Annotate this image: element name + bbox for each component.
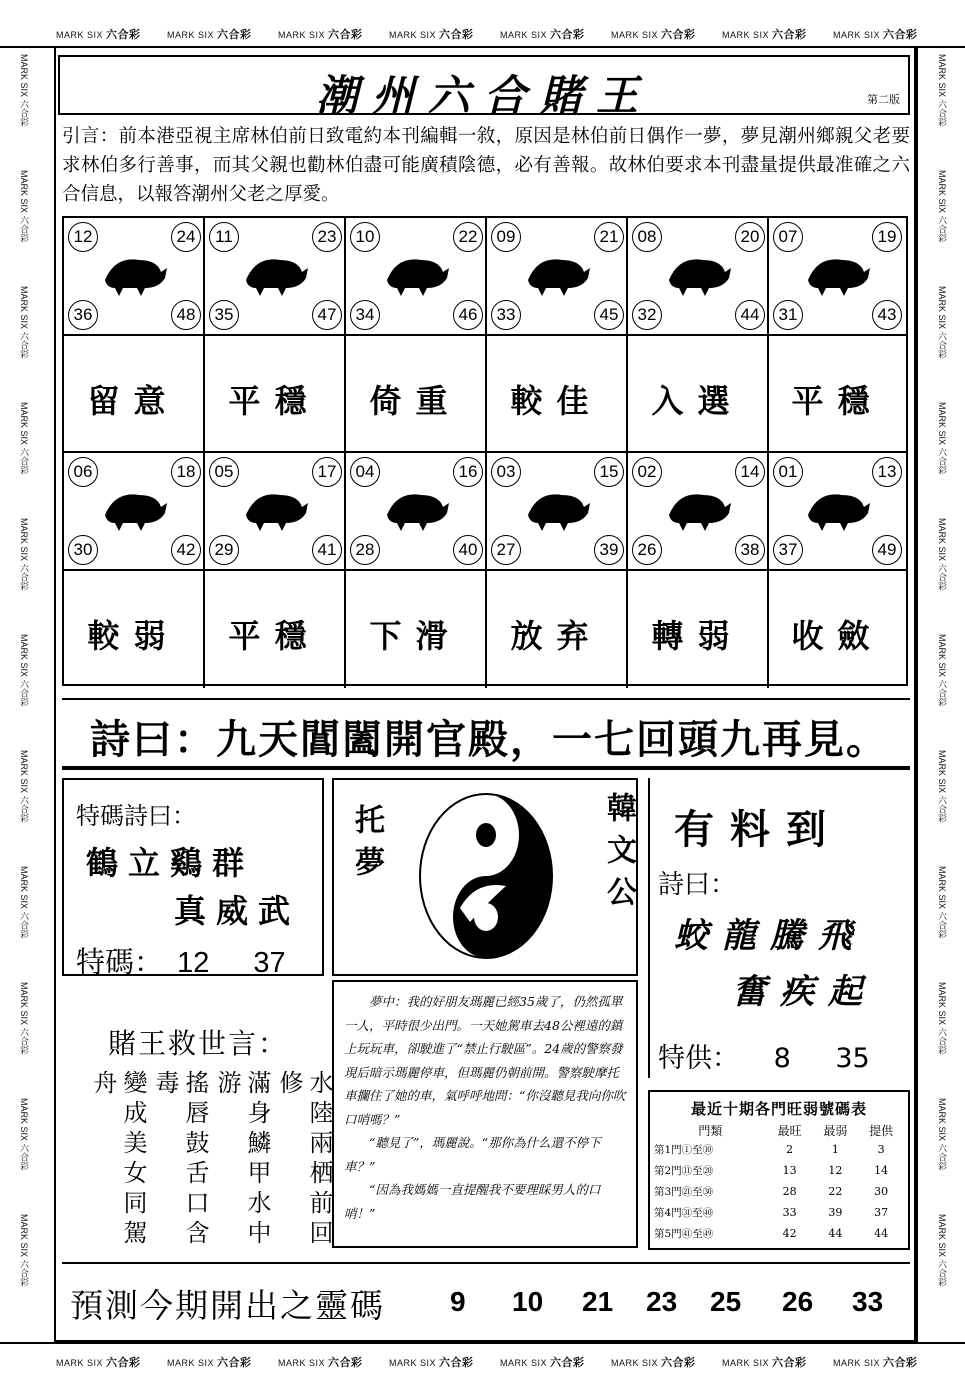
banner-watermark: MARK SIX 六合彩	[56, 29, 141, 41]
prediction-number: 10	[512, 1286, 544, 1317]
zodiac-number: 09	[491, 222, 521, 252]
verdict-cell	[769, 571, 906, 688]
zodiac-number: 30	[68, 535, 98, 565]
intro-paragraph: 引言：前本港亞視主席林伯前日致電約本刊編輯一敘，原因是林伯前日偶作一夢，夢見潮州鄉親父老要求林伯多行善事，而其父親也勸林伯盡可能廣積陰德，必有善報。故林伯要求本刊盡量提供最准確之六合信息，以報答潮州父老之厚愛。	[62, 126, 910, 205]
zodiac-number: 36	[68, 300, 98, 330]
banner-watermark: MARK SIX 六合彩	[937, 866, 947, 939]
monkey-icon	[377, 473, 457, 543]
table-cell-weak: 44	[828, 1227, 843, 1240]
table-cell-offer: 14	[874, 1164, 889, 1177]
special-poem-label: 特碼詩曰：	[76, 802, 196, 830]
left-banner	[0, 46, 56, 1342]
banner-watermark: MARK SIX 六合彩	[389, 1357, 474, 1369]
right-code-label: 特供：	[658, 1043, 739, 1074]
banner-watermark: MARK SIX 六合彩	[19, 982, 29, 1055]
zodiac-cell	[64, 218, 205, 336]
verdict-cell	[205, 571, 346, 688]
zodiac-number: 20	[735, 222, 765, 252]
gambler-words-col-4: 水陸兩栖前回修	[275, 1070, 333, 1250]
story-paragraph-1: 夢中：我的好朋友瑪麗已經35歲了，仍然孤單一人，平時很少出門。一天她駕車去48公裡遠的鎮上玩玩車，卻駛進了“禁止行駛區”。24歲的警察發現后暗示瑪麗停車，但瑪麗仍朝前開。警察駛摩托車攔住了她的車，氣呼呼地問：“你沒聽見我向你吹口哨嗎？”	[344, 994, 626, 1127]
table-cell-gate: 第4門㉛至㊵	[654, 1207, 714, 1219]
poem-bar	[62, 698, 910, 770]
zodiac-number: 15	[594, 457, 624, 487]
zodiac-number: 31	[773, 300, 803, 330]
zodiac-number: 29	[209, 535, 239, 565]
table-cell-gate: 第3門㉑至㉚	[654, 1186, 714, 1198]
table-cell-weak: 1	[831, 1143, 839, 1156]
zodiac-number: 24	[171, 222, 201, 252]
zodiac-number: 08	[632, 222, 662, 252]
zodiac-number: 26	[632, 535, 662, 565]
verdict-text: 留意	[87, 382, 180, 420]
dream-label: 托夢	[349, 804, 384, 888]
banner-watermark: MARK SIX 六合彩	[937, 1098, 947, 1171]
verdict-text: 倚重	[369, 382, 462, 420]
banner-watermark: MARK SIX 六合彩	[500, 1357, 585, 1369]
right-code-1: 8	[773, 1043, 791, 1074]
table-row	[654, 1139, 904, 1160]
story-paragraph-2: “聽見了”，瑪麗說。“那你為什么還不停下車？”	[344, 1135, 601, 1174]
han-wen-gong-label: 韓文公	[601, 792, 636, 918]
zodiac-cell	[64, 453, 205, 571]
banner-watermark: MARK SIX 六合彩	[937, 54, 947, 127]
banner-watermark: MARK SIX 六合彩	[937, 982, 947, 1055]
table-cell-gate: 第5門㊶至㊾	[654, 1228, 714, 1240]
right-banner	[916, 46, 965, 1342]
rabbit-icon	[518, 238, 598, 308]
zodiac-number: 39	[594, 535, 624, 565]
zodiac-number: 23	[312, 222, 342, 252]
has-info-headline: 有料到	[674, 807, 842, 853]
zodiac-number: 28	[350, 535, 380, 565]
col-header: 門類	[698, 1124, 723, 1138]
verdict-text: 平穩	[228, 382, 321, 420]
zodiac-cell	[628, 218, 769, 336]
zodiac-number: 27	[491, 535, 521, 565]
verdict-text: 轉弱	[651, 617, 744, 655]
pig-icon	[798, 473, 878, 543]
zodiac-cell	[487, 453, 628, 571]
prediction-bar	[62, 1262, 910, 1334]
zodiac-number: 11	[209, 222, 239, 252]
banner-watermark: MARK SIX 六合彩	[937, 170, 947, 243]
special-code-box	[62, 778, 324, 979]
table-cell-gate: 第2門⑪至⑳	[654, 1165, 714, 1177]
banner-watermark: MARK SIX 六合彩	[278, 29, 363, 41]
right-poem-line2: 奮疾起	[732, 972, 876, 1012]
gambler-words-col-3: 滿身鱗甲水中游	[213, 1070, 271, 1250]
dragon-icon	[659, 238, 739, 308]
zodiac-number: 48	[171, 300, 201, 330]
zodiac-number: 22	[453, 222, 483, 252]
special-code-2: 37	[253, 947, 286, 979]
zodiac-number: 38	[735, 535, 765, 565]
zodiac-number: 34	[350, 300, 380, 330]
verdict-cell	[64, 571, 205, 688]
zodiac-number: 44	[735, 300, 765, 330]
verdict-cell	[628, 571, 769, 688]
banner-watermark: MARK SIX 六合彩	[937, 750, 947, 823]
table-cell-hot: 13	[782, 1164, 797, 1177]
zodiac-number: 05	[209, 457, 239, 487]
zodiac-cell	[769, 453, 906, 571]
table-cell-hot: 33	[782, 1206, 797, 1219]
story-text	[344, 990, 628, 1225]
zodiac-number: 43	[872, 300, 902, 330]
verdict-cell	[346, 571, 487, 688]
rat-icon	[95, 238, 175, 308]
table-cell-gate: 第1門①至⑩	[654, 1144, 714, 1156]
verdict-text: 下滑	[369, 617, 462, 655]
col-header: 提供	[869, 1124, 894, 1138]
verdict-cell	[487, 571, 628, 688]
banner-watermark: MARK SIX 六合彩	[722, 1357, 807, 1369]
zodiac-number: 02	[632, 457, 662, 487]
zodiac-cell	[628, 453, 769, 571]
table-row	[654, 1181, 904, 1202]
banner-watermark: MARK SIX 六合彩	[19, 634, 29, 707]
zodiac-grid	[62, 216, 908, 686]
zodiac-number: 14	[735, 457, 765, 487]
verdict-text: 放弃	[510, 617, 603, 655]
yin-yang-box	[332, 778, 638, 976]
zodiac-number: 04	[350, 457, 380, 487]
prediction-number: 21	[582, 1286, 614, 1317]
table-cell-offer: 37	[874, 1206, 889, 1219]
zodiac-number: 41	[312, 535, 342, 565]
banner-watermark: MARK SIX 六合彩	[611, 29, 696, 41]
verdict-text: 較弱	[87, 617, 180, 655]
banner-watermark: MARK SIX 六合彩	[389, 29, 474, 41]
banner-watermark: MARK SIX 六合彩	[937, 1214, 947, 1287]
special-poem-line2: 真威武	[174, 892, 301, 930]
zodiac-number: 17	[312, 457, 342, 487]
special-code-line	[76, 940, 286, 981]
zodiac-number: 13	[872, 457, 902, 487]
banner-watermark: MARK SIX 六合彩	[500, 29, 585, 41]
zodiac-cell	[487, 218, 628, 336]
zodiac-number: 06	[68, 457, 98, 487]
zodiac-cell	[346, 218, 487, 336]
zodiac-number: 37	[773, 535, 803, 565]
gate-table	[654, 1122, 904, 1244]
story-box	[332, 980, 638, 1248]
zodiac-number: 03	[491, 457, 521, 487]
banner-watermark: MARK SIX 六合彩	[19, 866, 29, 939]
table-row	[654, 1202, 904, 1223]
zodiac-cell	[205, 218, 346, 336]
gambler-words-box	[62, 990, 333, 1250]
verdict-text: 收斂	[791, 617, 884, 655]
zodiac-number: 40	[453, 535, 483, 565]
col-header: 最弱	[823, 1124, 848, 1138]
banner-watermark: MARK SIX 六合彩	[167, 1357, 252, 1369]
zodiac-cell	[346, 453, 487, 571]
right-code-line	[658, 1036, 870, 1075]
zodiac-number: 47	[312, 300, 342, 330]
table-row	[654, 1223, 904, 1244]
zodiac-number: 01	[773, 457, 803, 487]
table-cell-weak: 12	[828, 1164, 843, 1177]
banner-watermark: MARK SIX 六合彩	[722, 29, 807, 41]
story-paragraph-3: “因為我媽媽一直提醒我不要理睬男人的口哨！”	[344, 1182, 601, 1221]
verdict-text: 平穩	[791, 382, 884, 420]
banner-watermark: MARK SIX 六合彩	[833, 29, 918, 41]
dog-icon	[659, 473, 739, 543]
prediction-number: 26	[782, 1286, 814, 1317]
prediction-label: 預測今期開出之靈碼	[70, 1286, 385, 1325]
verdict-cell	[346, 336, 487, 453]
zodiac-number: 21	[594, 222, 624, 252]
zodiac-number: 33	[491, 300, 521, 330]
banner-watermark: MARK SIX 六合彩	[19, 1214, 29, 1287]
banner-watermark: MARK SIX 六合彩	[19, 54, 29, 127]
zodiac-number: 49	[872, 535, 902, 565]
banner-watermark: MARK SIX 六合彩	[19, 518, 29, 591]
banner-watermark: MARK SIX 六合彩	[278, 1357, 363, 1369]
prediction-number: 33	[852, 1286, 884, 1317]
banner-watermark: MARK SIX 六合彩	[937, 286, 947, 359]
prediction-number: 23	[646, 1286, 678, 1317]
verdict-cell	[487, 336, 628, 453]
zodiac-number: 10	[350, 222, 380, 252]
banner-watermark: MARK SIX 六合彩	[19, 170, 29, 243]
table-cell-offer: 44	[874, 1227, 889, 1240]
gate-table-box	[648, 1090, 910, 1250]
gambler-words-title: 賭王救世言：	[108, 1027, 289, 1060]
bottom-banner	[0, 1342, 965, 1374]
verdict-cell	[205, 336, 346, 453]
col-header: 最旺	[777, 1124, 802, 1138]
table-cell-hot: 2	[786, 1143, 794, 1156]
horse-icon	[95, 473, 175, 543]
zodiac-number: 42	[171, 535, 201, 565]
special-code-label: 特碼：	[76, 947, 164, 979]
banner-watermark: MARK SIX 六合彩	[611, 1357, 696, 1369]
title-box	[58, 55, 910, 120]
gambler-words-col-1: 變成美女同駕舟	[89, 1070, 147, 1250]
zodiac-number: 16	[453, 457, 483, 487]
table-cell-weak: 39	[828, 1206, 843, 1219]
goat-icon	[236, 473, 316, 543]
ox-icon	[236, 238, 316, 308]
zodiac-number: 19	[872, 222, 902, 252]
banner-watermark: MARK SIX 六合彩	[167, 29, 252, 41]
zodiac-number: 35	[209, 300, 239, 330]
zodiac-number: 18	[171, 457, 201, 487]
table-cell-hot: 28	[782, 1185, 797, 1198]
verdict-text: 較佳	[510, 382, 603, 420]
table-cell-weak: 22	[828, 1185, 843, 1198]
special-code-1: 12	[177, 947, 210, 979]
zodiac-number: 45	[594, 300, 624, 330]
verdict-cell	[628, 336, 769, 453]
banner-watermark: MARK SIX 六合彩	[19, 1098, 29, 1171]
gambler-words-col-2: 搖唇鼓舌口含毒	[151, 1070, 209, 1250]
zodiac-cell	[769, 218, 906, 336]
verdict-text: 入選	[651, 382, 744, 420]
right-poem-line1: 蛟龍騰飛	[674, 916, 866, 956]
zodiac-number: 12	[68, 222, 98, 252]
verdict-text: 平穩	[228, 617, 321, 655]
banner-watermark: MARK SIX 六合彩	[19, 750, 29, 823]
right-poem-label: 詩曰：	[658, 870, 737, 900]
snake-icon	[798, 238, 878, 308]
prediction-number: 9	[450, 1286, 466, 1317]
zodiac-number: 32	[632, 300, 662, 330]
banner-watermark: MARK SIX 六合彩	[937, 634, 947, 707]
table-row	[654, 1160, 904, 1181]
right-code-2: 35	[835, 1043, 870, 1074]
zodiac-number: 46	[453, 300, 483, 330]
table-cell-offer: 30	[874, 1185, 889, 1198]
prediction-number: 25	[710, 1286, 742, 1317]
rooster-icon	[518, 473, 598, 543]
page-title: 潮州六合賭王	[315, 71, 652, 120]
table-cell-hot: 42	[782, 1227, 797, 1240]
table-cell-offer: 3	[877, 1143, 885, 1156]
banner-watermark: MARK SIX 六合彩	[19, 402, 29, 475]
zodiac-cell	[205, 453, 346, 571]
banner-watermark: MARK SIX 六合彩	[56, 1357, 141, 1369]
verdict-cell	[64, 336, 205, 453]
top-banner	[0, 18, 965, 48]
edition-label: 第二版	[867, 93, 900, 106]
verdict-cell	[769, 336, 906, 453]
yin-yang-icon	[416, 790, 556, 962]
zodiac-number: 07	[773, 222, 803, 252]
tiger-icon	[377, 238, 457, 308]
banner-watermark: MARK SIX 六合彩	[937, 518, 947, 591]
banner-watermark: MARK SIX 六合彩	[19, 286, 29, 359]
gate-table-title: 最近十期各門旺弱號碼表	[690, 1100, 867, 1118]
banner-watermark: MARK SIX 六合彩	[937, 402, 947, 475]
has-info-box	[648, 778, 910, 1078]
poem-text: 詩曰：九天閶闔開官殿，一七回頭九再見。	[90, 717, 888, 763]
banner-watermark: MARK SIX 六合彩	[833, 1357, 918, 1369]
special-poem-line1: 鶴立鷄群	[86, 844, 255, 882]
